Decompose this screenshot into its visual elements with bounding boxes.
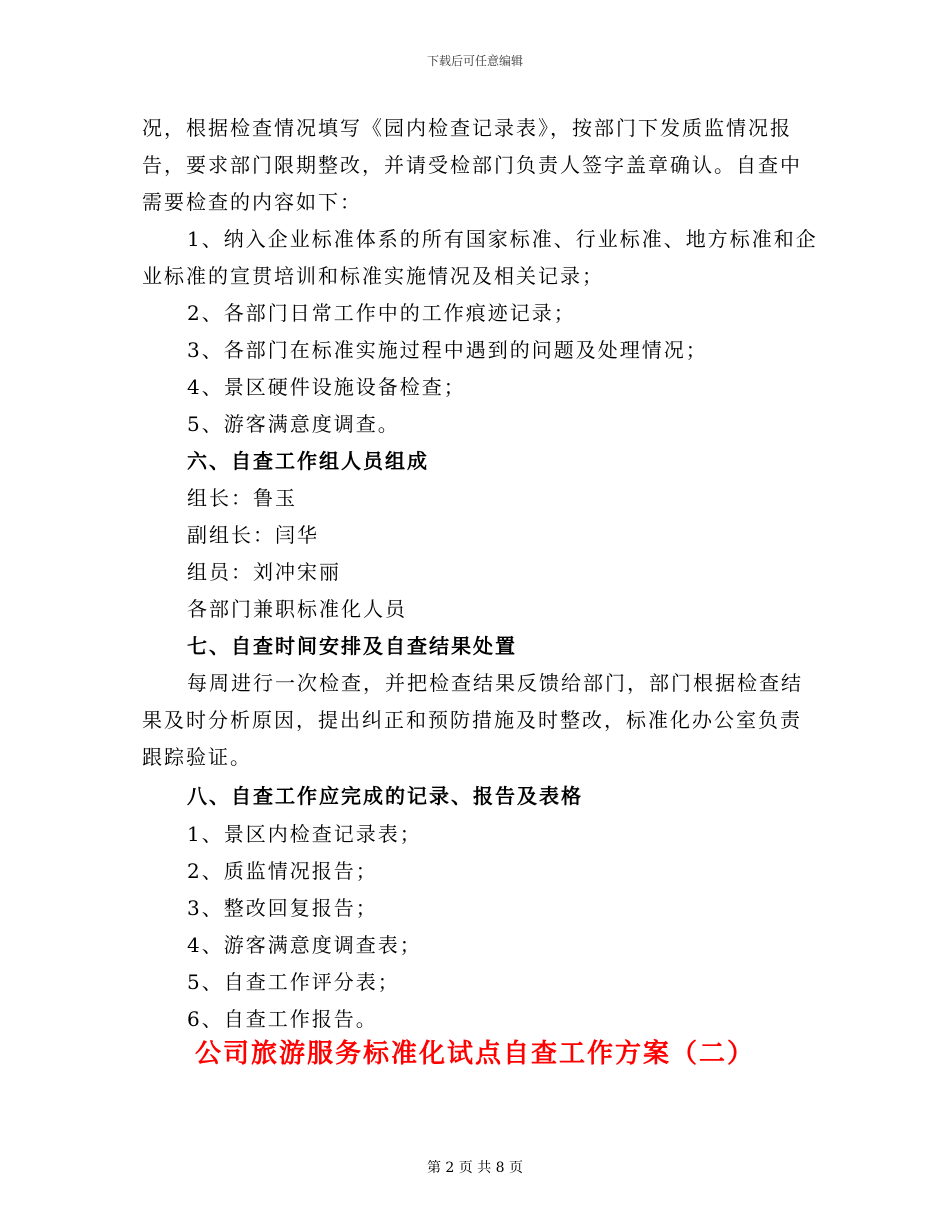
paragraph-line: 况，根据检查情况填写《园内检查记录表》，按部门下发质监情况报 [142,116,792,140]
list-item: 1、景区内检查记录表； [187,822,422,846]
list-item-continuation: 业标准的宣贯培训和标准实施情况及相关记录； [142,264,604,288]
team-staff: 各部门兼职标准化人员 [187,597,407,621]
page-header: 下载后可任意编辑 [426,54,523,68]
team-members: 组员：刘冲宋丽 [187,560,341,584]
list-item: 4、游客满意度调查表； [187,933,422,957]
paragraph-line: 果及时分析原因，提出纠正和预防措施及时整改，标准化办公室负责 [142,708,802,732]
document-body [142,110,818,1038]
section-heading: 八、自查工作应完成的记录、报告及表格 [187,784,583,808]
list-item: 5、自查工作评分表； [187,970,400,994]
list-item: 2、各部门日常工作中的工作痕迹记录； [187,301,576,325]
page-footer: 第 2 页 共 8 页 [426,1160,524,1176]
list-item: 5、游客满意度调查。 [187,412,400,436]
list-item: 4、景区硬件设施设备检查； [187,375,466,399]
list-item: 3、各部门在标准实施过程中遇到的问题及处理情况； [187,338,708,362]
team-vice-leader: 副组长：闫华 [187,523,319,547]
paragraph-line: 告，要求部门限期整改，并请受检部门负责人签字盖章确认。自查中 [142,153,802,177]
list-item: 3、整改回复报告； [187,896,378,920]
paragraph-line: 需要检查的内容如下： [142,190,362,214]
list-item: 6、自查工作报告。 [187,1007,378,1031]
team-leader: 组长：鲁玉 [187,486,297,510]
list-item: 2、质监情况报告； [187,859,378,883]
paragraph-line: 每周进行一次检查，并把检查结果反馈给部门，部门根据检查结 [187,671,803,695]
section-heading: 六、自查工作组人员组成 [187,449,429,473]
section-heading: 七、自查时间安排及自查结果处置 [187,634,517,658]
paragraph-line: 跟踪验证。 [142,745,252,769]
list-item: 1、纳入企业标准体系的所有国家标准、行业标准、地方标准和企 [187,227,818,251]
next-document-title: 公司旅游服务标准化试点自查工作方案（二） [194,1039,755,1069]
